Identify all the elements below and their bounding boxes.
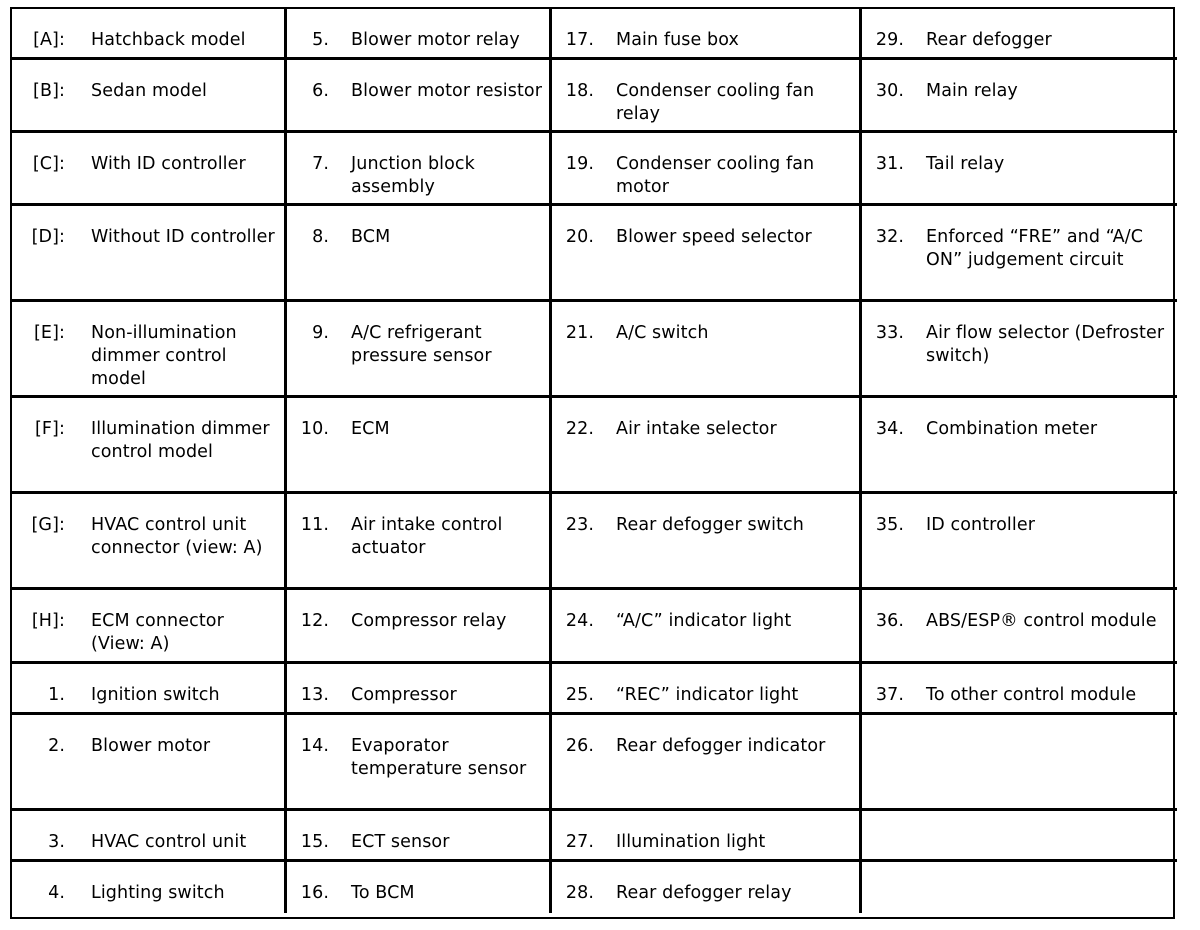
legend-cell: [287, 715, 552, 811]
legend-label: Non-illumination dimmer control model: [91, 323, 237, 389]
legend-cell: [287, 862, 552, 913]
legend-key: [C]:: [32, 154, 65, 174]
legend-cell: [862, 715, 1177, 811]
legend-key: [A]:: [33, 30, 65, 50]
legend-label: Main relay: [926, 81, 1018, 101]
legend-key: 24.: [565, 611, 594, 631]
legend-cell: [287, 206, 552, 302]
legend-label: HVAC control unit: [91, 832, 247, 852]
legend-label: A/C switch: [616, 323, 709, 343]
legend-label: Rear defogger relay: [616, 883, 792, 903]
legend-key: 22.: [565, 419, 594, 439]
legend-key: 21.: [565, 323, 594, 343]
legend-cell: [862, 811, 1177, 862]
legend-key: 31.: [875, 154, 904, 174]
legend-label: To other control module: [926, 685, 1137, 705]
legend-label: HVAC control unit connector (view: A): [91, 515, 263, 558]
legend-key: 7.: [312, 154, 329, 174]
legend-cell: [12, 60, 287, 133]
legend-label: Rear defogger switch: [616, 515, 804, 535]
legend-key: 11.: [300, 515, 329, 535]
legend-label: Blower motor relay: [351, 30, 520, 50]
legend-cell: [287, 811, 552, 862]
legend-label: Ignition switch: [91, 685, 220, 705]
legend-key: 2.: [48, 736, 65, 756]
legend-label: “A/C” indicator light: [616, 611, 792, 631]
legend-key: [H]:: [31, 611, 65, 631]
legend-key: [D]:: [31, 227, 65, 247]
legend-cell: [552, 302, 862, 398]
legend-key: 16.: [300, 883, 329, 903]
legend-key: 18.: [565, 81, 594, 101]
legend-label: A/C refrigerant pressure sensor: [351, 323, 492, 366]
legend-cell: [862, 494, 1177, 590]
legend-cell: [12, 206, 287, 302]
legend-key: 33.: [875, 323, 904, 343]
legend-label: Air intake selector: [616, 419, 777, 439]
legend-cell: [12, 133, 287, 206]
legend-cell: [552, 715, 862, 811]
legend-key: 15.: [300, 832, 329, 852]
legend-key: 3.: [48, 832, 65, 852]
legend-cell: [287, 60, 552, 133]
legend-key: 27.: [565, 832, 594, 852]
legend-key: 36.: [875, 611, 904, 631]
legend-cell: [12, 9, 287, 60]
legend-cell: [12, 664, 287, 715]
legend-cell: [862, 398, 1177, 494]
legend-label: Rear defogger: [926, 30, 1052, 50]
legend-cell: [862, 206, 1177, 302]
legend-key: 37.: [875, 685, 904, 705]
legend-label: Lighting switch: [91, 883, 225, 903]
legend-label: Rear defogger indicator: [616, 736, 826, 756]
legend-label: Blower speed selector: [616, 227, 812, 247]
legend-label: “REC” indicator light: [616, 685, 799, 705]
legend-label: Blower motor: [91, 736, 211, 756]
legend-key: 20.: [565, 227, 594, 247]
legend-cell: [552, 9, 862, 60]
legend-key: 14.: [300, 736, 329, 756]
legend-cell: [552, 494, 862, 590]
legend-cell: [862, 60, 1177, 133]
legend-key: 35.: [875, 515, 904, 535]
legend-key: 12.: [300, 611, 329, 631]
legend-cell: [12, 590, 287, 664]
legend-key: 29.: [875, 30, 904, 50]
legend-cell: [287, 590, 552, 664]
legend-key: 25.: [565, 685, 594, 705]
legend-label: Tail relay: [926, 154, 1005, 174]
legend-key: 28.: [565, 883, 594, 903]
legend-cell: [12, 398, 287, 494]
legend-cell: [552, 133, 862, 206]
legend-cell: [287, 9, 552, 60]
legend-label: Condenser cooling fan motor: [616, 154, 815, 197]
legend-key: 6.: [312, 81, 329, 101]
component-legend-table: [10, 7, 1175, 919]
legend-cell: [287, 494, 552, 590]
legend-key: [F]:: [34, 419, 65, 439]
legend-label: Without ID controller: [91, 227, 275, 247]
legend-cell: [552, 664, 862, 715]
legend-label: Enforced “FRE” and “A/C ON” judgement circuit: [926, 227, 1144, 270]
legend-key: 23.: [565, 515, 594, 535]
legend-label: Junction block assembly: [351, 154, 475, 197]
legend-key: 17.: [565, 30, 594, 50]
legend-label: ECT sensor: [351, 832, 450, 852]
legend-label: Illumination light: [616, 832, 766, 852]
legend-label: Evaporator temperature sensor: [351, 736, 527, 779]
legend-label: Air intake control actuator: [351, 515, 503, 558]
legend-key: 13.: [300, 685, 329, 705]
legend-key: [B]:: [33, 81, 65, 101]
legend-cell: [287, 133, 552, 206]
legend-key: 32.: [875, 227, 904, 247]
legend-key: 19.: [565, 154, 594, 174]
legend-cell: [862, 664, 1177, 715]
legend-cell: [862, 862, 1177, 913]
legend-key: 8.: [312, 227, 329, 247]
legend-key: [G]:: [31, 515, 65, 535]
legend-label: Air flow selector (Defroster switch): [926, 323, 1165, 366]
legend-cell: [12, 862, 287, 913]
legend-key: 9.: [312, 323, 329, 343]
legend-label: Sedan model: [91, 81, 207, 101]
legend-cell: [12, 811, 287, 862]
legend-label: Compressor relay: [351, 611, 507, 631]
legend-cell: [552, 590, 862, 664]
legend-cell: [552, 60, 862, 133]
legend-cell: [12, 302, 287, 398]
legend-cell: [287, 664, 552, 715]
legend-cell: [552, 811, 862, 862]
legend-key: 4.: [48, 883, 65, 903]
legend-cell: [287, 302, 552, 398]
legend-key: 5.: [312, 30, 329, 50]
legend-cell: [12, 715, 287, 811]
legend-label: With ID controller: [91, 154, 246, 174]
legend-label: Combination meter: [926, 419, 1098, 439]
legend-cell: [552, 862, 862, 913]
legend-label: Hatchback model: [91, 30, 246, 50]
legend-key: 30.: [875, 81, 904, 101]
legend-cell: [552, 206, 862, 302]
legend-cell: [862, 302, 1177, 398]
legend-label: ABS/ESP® control module: [926, 611, 1157, 631]
legend-label: ECM connector (View: A): [91, 611, 224, 654]
legend-cell: [287, 398, 552, 494]
legend-cell: [552, 398, 862, 494]
legend-label: ID controller: [926, 515, 1035, 535]
legend-label: BCM: [351, 227, 391, 247]
legend-key: [E]:: [33, 323, 65, 343]
legend-key: 26.: [565, 736, 594, 756]
legend-label: To BCM: [351, 883, 415, 903]
legend-label: ECM: [351, 419, 390, 439]
legend-label: Blower motor resistor: [351, 81, 543, 101]
legend-key: 1.: [48, 685, 65, 705]
legend-label: Condenser cooling fan relay: [616, 81, 815, 124]
legend-label: Main fuse box: [616, 30, 739, 50]
legend-cell: [12, 494, 287, 590]
legend-label: Illumination dimmer control model: [91, 419, 270, 462]
legend-cell: [862, 133, 1177, 206]
legend-key: 10.: [300, 419, 329, 439]
legend-label: Compressor: [351, 685, 457, 705]
legend-cell: [862, 9, 1177, 60]
legend-key: 34.: [875, 419, 904, 439]
legend-cell: [862, 590, 1177, 664]
